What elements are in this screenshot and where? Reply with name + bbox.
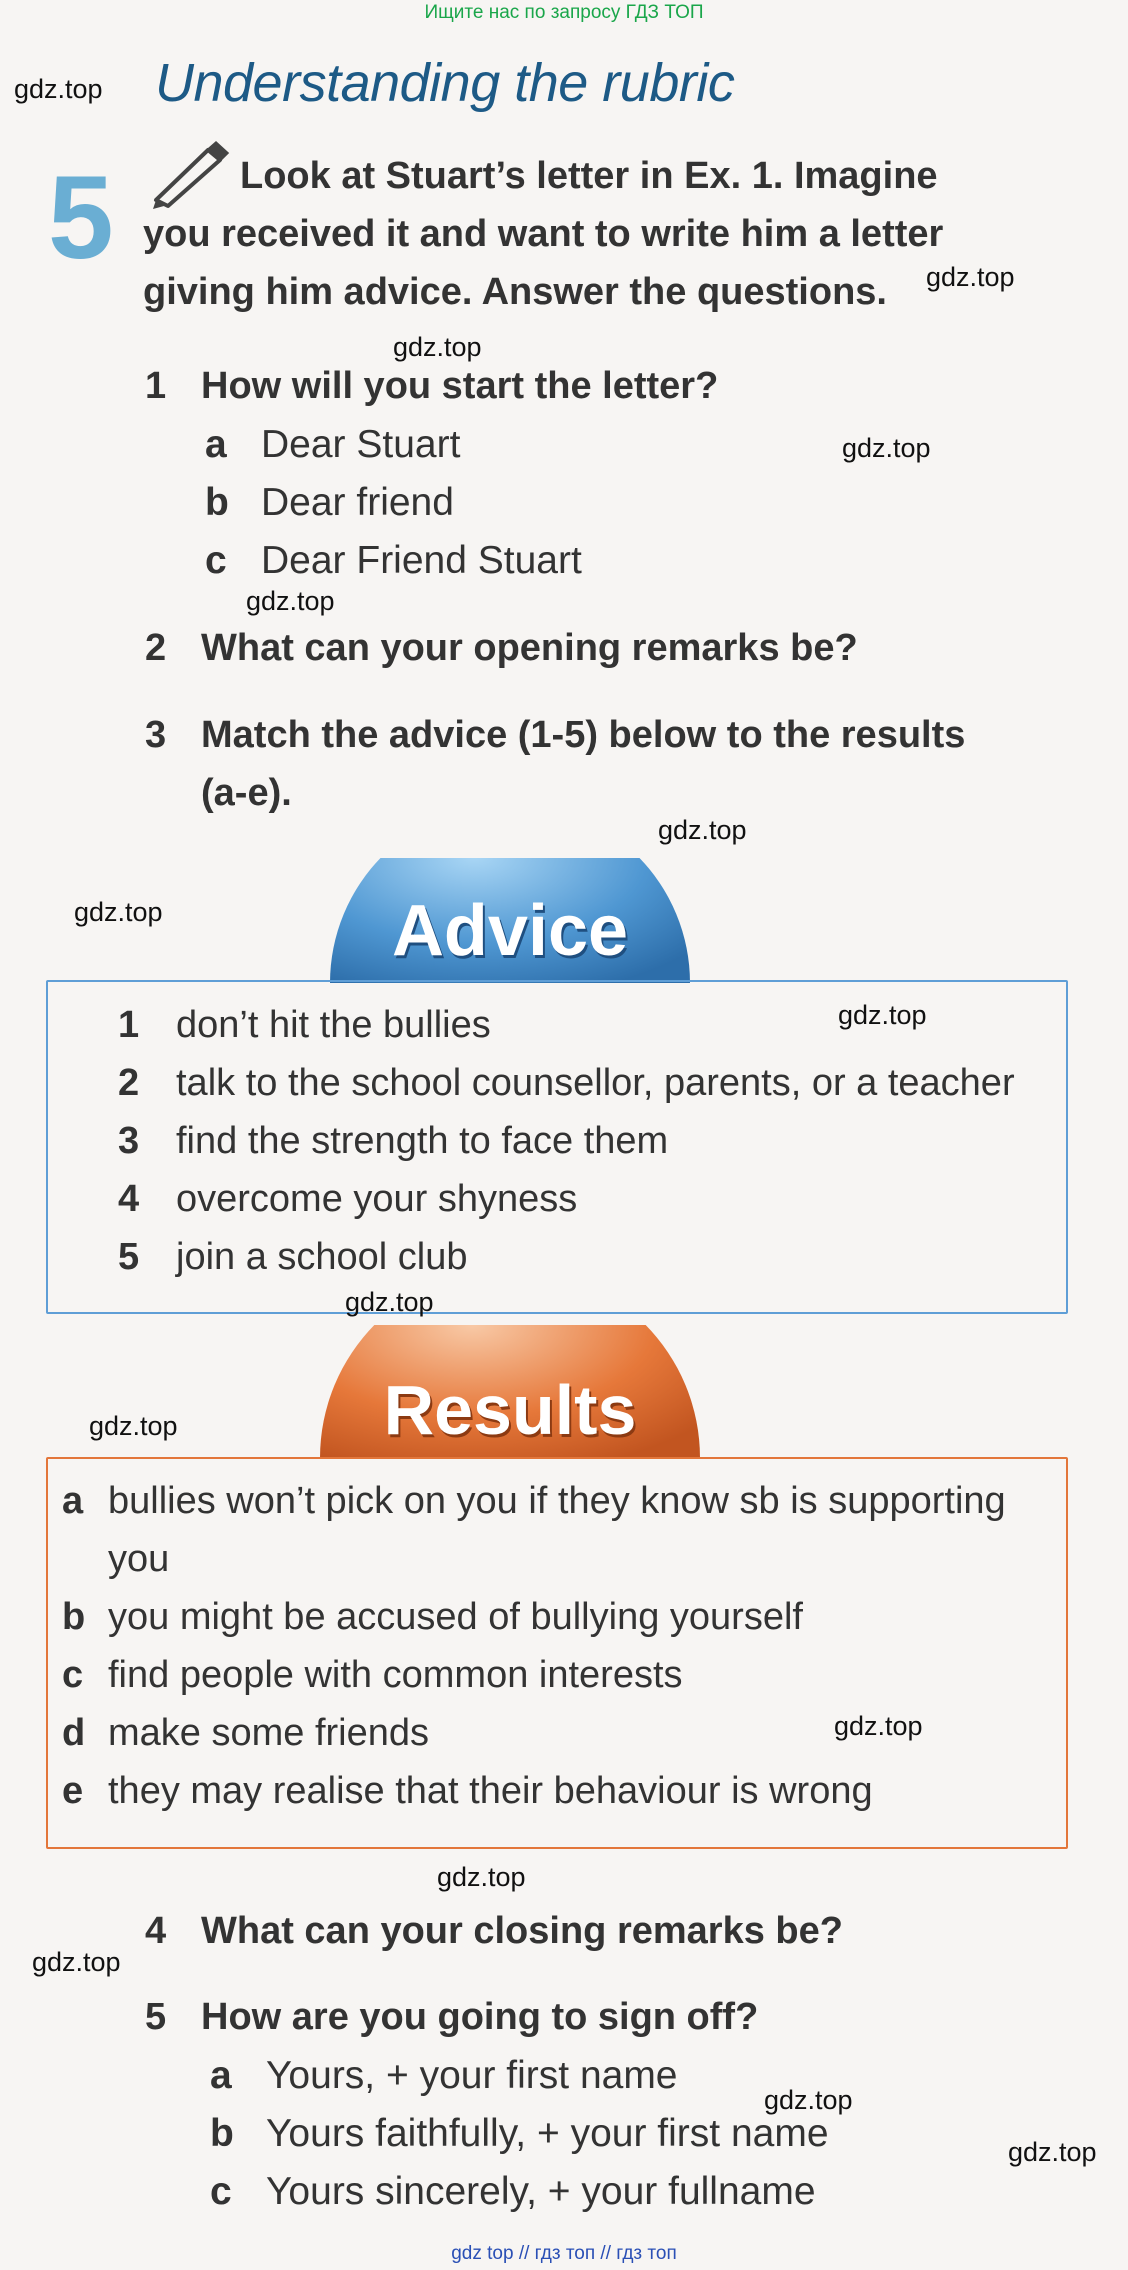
option-letter: b — [205, 481, 229, 524]
q1-option-a — [205, 423, 460, 467]
option-text: Yours sincerely, + your fullname — [266, 2170, 816, 2213]
option-text: Dear Friend Stuart — [261, 539, 582, 582]
watermark: gdz.top — [32, 1947, 121, 1977]
advice-item-4 — [118, 1178, 577, 1221]
result-item-d — [62, 1712, 429, 1755]
watermark: gdz.top — [834, 1711, 923, 1741]
watermark: gdz.top — [437, 1862, 526, 1892]
question-3-continued: (a-e). — [201, 772, 292, 814]
option-letter: a — [210, 2054, 232, 2097]
watermark: gdz.top — [1008, 2137, 1097, 2167]
result-letter: a — [62, 1480, 84, 1522]
option-text: Dear Stuart — [261, 423, 461, 466]
bottom-banner[interactable]: gdz top // гдз топ // гдз топ — [451, 2243, 677, 2264]
question-text: Match the advice (1-5) below to the results — [201, 714, 966, 756]
question-text: How are you going to sign off? — [201, 1996, 759, 2038]
watermark: gdz.top — [74, 897, 163, 927]
option-letter: b — [210, 2112, 234, 2155]
question-text: What can your closing remarks be? — [201, 1910, 843, 1952]
question-number: 3 — [145, 714, 167, 756]
watermark: gdz.top — [658, 815, 747, 845]
result-item-a-continued: you — [108, 1538, 170, 1580]
q5-option-a — [210, 2054, 678, 2098]
pencil-icon — [150, 140, 230, 210]
question-text: How will you start the letter? — [201, 365, 719, 407]
result-text: bullies won’t pick on you if they know sb is supporting — [108, 1480, 1006, 1522]
option-text: Dear friend — [261, 481, 454, 524]
q5-option-c — [210, 2170, 816, 2214]
watermark: gdz.top — [89, 1411, 178, 1441]
advice-item-2 — [118, 1062, 1015, 1105]
watermark: gdz.top — [842, 433, 931, 463]
question-text: What can your opening remarks be? — [201, 627, 858, 669]
instruction-line-3: giving him advice. Answer the questions. — [143, 271, 887, 313]
instruction-line-1: Look at Stuart’s letter in Ex. 1. Imagine — [240, 155, 938, 197]
question-2 — [145, 627, 858, 670]
advice-text: join a school club — [176, 1236, 468, 1278]
question-number: 1 — [145, 365, 167, 407]
advice-number: 4 — [118, 1178, 140, 1220]
option-letter: c — [210, 2170, 232, 2213]
advice-item-3 — [118, 1120, 668, 1163]
result-item-c — [62, 1654, 683, 1697]
result-letter: c — [62, 1654, 84, 1696]
question-number: 5 — [145, 1996, 167, 2038]
exercise-number: 5 — [48, 152, 114, 284]
section-title: Understanding the rubric — [155, 53, 735, 113]
question-1 — [145, 365, 718, 408]
result-item-a — [62, 1480, 1006, 1523]
advice-number: 5 — [118, 1236, 140, 1278]
result-text: you might be accused of bullying yourself — [108, 1596, 803, 1638]
result-text: make some friends — [108, 1712, 430, 1754]
q1-option-c — [205, 539, 582, 583]
question-number: 2 — [145, 627, 167, 669]
q1-option-b — [205, 481, 454, 525]
watermark: gdz.top — [764, 2085, 853, 2115]
q5-option-b — [210, 2112, 829, 2156]
question-4 — [145, 1910, 843, 1953]
watermark: gdz.top — [926, 262, 1015, 292]
watermark: gdz.top — [246, 586, 335, 616]
advice-number: 2 — [118, 1062, 140, 1104]
result-letter: b — [62, 1596, 86, 1638]
advice-number: 3 — [118, 1120, 140, 1162]
question-5 — [145, 1996, 758, 2039]
advice-number: 1 — [118, 1004, 140, 1046]
result-letter: e — [62, 1770, 84, 1812]
result-text: find people with common interests — [108, 1654, 683, 1696]
option-letter: c — [205, 539, 227, 582]
instruction-line-2: you received it and want to write him a letter — [143, 213, 944, 255]
result-item-e — [62, 1770, 873, 1813]
advice-text: find the strength to face them — [176, 1120, 669, 1162]
top-banner[interactable]: Ищите нас по запросу ГДЗ ТОП — [424, 2, 704, 23]
question-number: 4 — [145, 1910, 167, 1952]
advice-text: talk to the school counsellor, parents, or a teacher — [176, 1062, 1015, 1104]
advice-text: don’t hit the bullies — [176, 1004, 491, 1046]
option-letter: a — [205, 423, 227, 466]
result-text: they may realise that their behaviour is wrong — [108, 1770, 873, 1812]
advice-item-1 — [118, 1004, 491, 1047]
advice-text: overcome your shyness — [176, 1178, 578, 1220]
watermark: gdz.top — [393, 332, 482, 362]
question-3 — [145, 714, 965, 757]
option-text: Yours, + your first name — [266, 2054, 678, 2097]
results-title: Results — [383, 1371, 637, 1449]
result-item-b — [62, 1596, 803, 1639]
watermark: gdz.top — [14, 74, 103, 104]
advice-title: Advice — [391, 891, 629, 971]
option-text: Yours faithfully, + your first name — [266, 2112, 829, 2155]
watermark: gdz.top — [838, 1000, 927, 1030]
watermark: gdz.top — [345, 1287, 434, 1317]
result-letter: d — [62, 1712, 86, 1754]
advice-item-5 — [118, 1236, 468, 1279]
